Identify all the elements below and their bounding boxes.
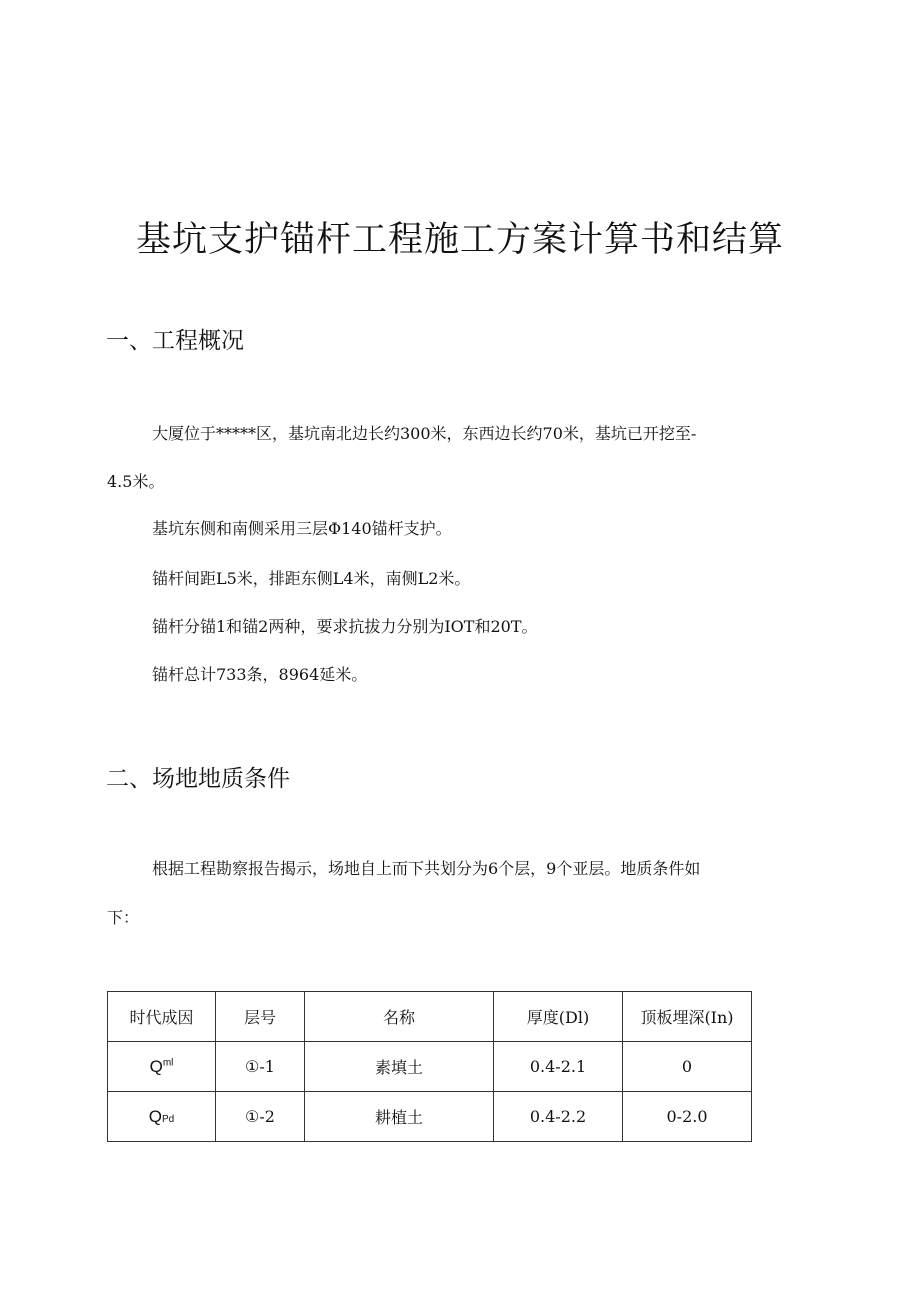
table-header-cell: 时代成因 bbox=[108, 992, 216, 1042]
document-title: 基坑支护锚杆工程施工方案计算书和结算 bbox=[135, 220, 784, 260]
table-header-row bbox=[108, 992, 752, 1042]
support-paragraph: 基坑东侧和南侧采用三层Φ140锚杆支护。 bbox=[152, 519, 452, 538]
era-symbol: Q bbox=[148, 1106, 162, 1126]
name-cell: 耕植土 bbox=[305, 1092, 494, 1142]
overview-paragraph-line2: 4.5米。 bbox=[107, 472, 165, 491]
section-heading-geology: 二、场地地质条件 bbox=[106, 766, 290, 792]
anchor-total-paragraph: 锚杆总计733条，8964延米。 bbox=[152, 665, 368, 684]
era-cell bbox=[108, 1042, 216, 1092]
section-heading-overview: 一、工程概况 bbox=[106, 328, 244, 354]
depth-cell: 0-2.0 bbox=[623, 1092, 752, 1142]
thickness-cell: 0.4-2.2 bbox=[494, 1092, 623, 1142]
table-header-cell: 厚度(Dl) bbox=[494, 992, 623, 1042]
table-header-cell: 顶板埋深(In) bbox=[623, 992, 752, 1042]
thickness-cell: 0.4-2.1 bbox=[494, 1042, 623, 1092]
geology-table bbox=[107, 991, 752, 1142]
geology-paragraph-line1: 根据工程勘察报告揭示，场地自上而下共划分为6个层，9个亚层。地质条件如 bbox=[152, 859, 701, 878]
anchor-type-paragraph: 锚杆分锚1和锚2两种，要求抗拔力分别为IOT和20T。 bbox=[152, 617, 538, 636]
era-symbol: Q bbox=[149, 1056, 163, 1076]
overview-paragraph-line1: 大厦位于*****区，基坑南北边长约300米，东西边长约70米，基坑已开挖至- bbox=[152, 424, 697, 443]
era-cell bbox=[108, 1092, 216, 1142]
table-header-cell: 层号 bbox=[216, 992, 305, 1042]
layer-cell: ①-1 bbox=[216, 1042, 305, 1092]
era-superscript: ml bbox=[162, 1056, 174, 1068]
spacing-paragraph: 锚杆间距L5米，排距东侧L4米，南侧L2米。 bbox=[152, 569, 471, 588]
table-row bbox=[108, 1042, 752, 1092]
geology-paragraph-line2: 下： bbox=[107, 908, 140, 927]
table-row bbox=[108, 1092, 752, 1142]
table-header-cell: 名称 bbox=[305, 992, 494, 1042]
era-subscript: Pd bbox=[162, 1113, 175, 1125]
depth-cell: 0 bbox=[623, 1042, 752, 1092]
layer-cell: ①-2 bbox=[216, 1092, 305, 1142]
name-cell: 素填土 bbox=[305, 1042, 494, 1092]
